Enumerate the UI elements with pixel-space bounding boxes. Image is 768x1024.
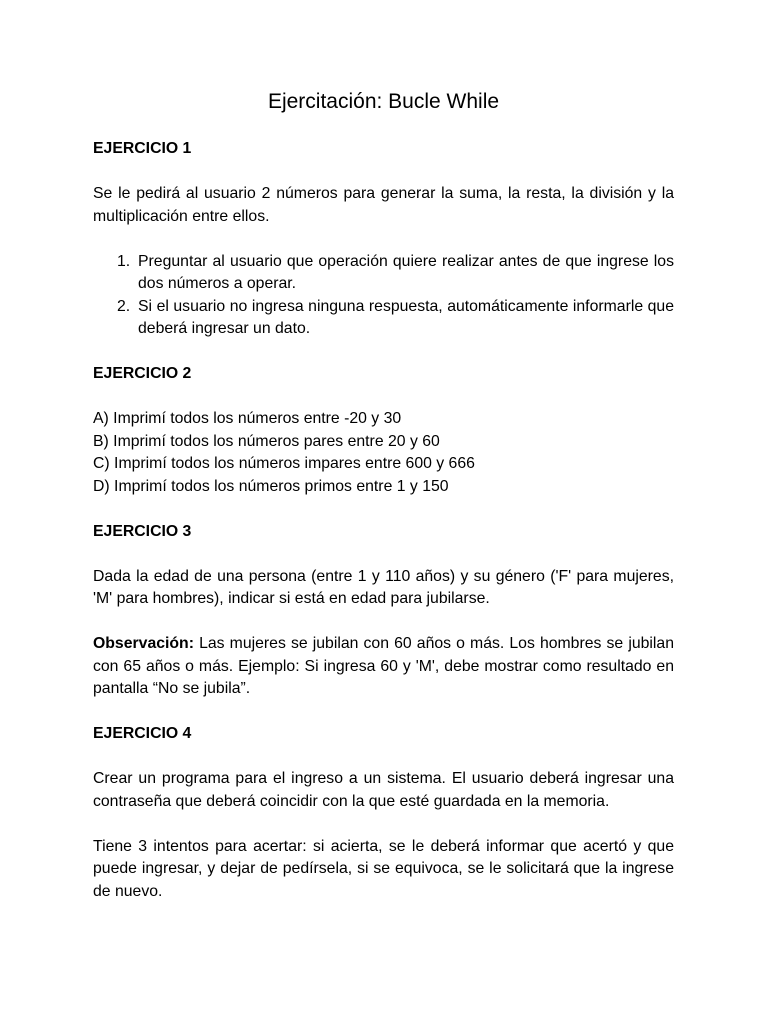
list-item-number: 1. (117, 252, 131, 270)
ejercicio-3-observation (93, 633, 674, 701)
list-item (93, 296, 674, 341)
ejercicio-2-list (93, 408, 674, 498)
list-item-text: Si el usuario no ingresa ninguna respuesta, automáticamente informarle que deberá ingresar un dato. (138, 297, 674, 337)
ejercicio-2-item-d: D) Imprimí todos los números primos entre 1 y 150 (93, 477, 449, 495)
ejercicio-2-heading: EJERCICIO 2 (93, 365, 192, 382)
ejercicio-3-intro: Dada la edad de una persona (entre 1 y 110 años) y su género ('F' para mujeres, 'M' para hombres), indicar si está en edad para jubilarse. (93, 567, 674, 607)
ejercicio-4-paragraph-1: Crear un programa para el ingreso a un sistema. El usuario deberá ingresar una contraseña que deberá coincidir con la que esté guardada en la memoria. (93, 770, 674, 810)
list-item (93, 251, 674, 296)
ejercicio-1-intro: Se le pedirá al usuario 2 números para generar la suma, la resta, la división y la multiplicación entre ellos. (93, 185, 674, 225)
ejercicio-2-item-a: A) Imprimí todos los números entre -20 y 30 (93, 410, 402, 427)
ejercicio-1-numbered-list (93, 251, 674, 341)
observation-text: Las mujeres se jubilan con 60 años o más. Los hombres se jubilan con 65 años o más. Ejemplo: Si ingresa 60 y 'M', debe mostrar como resultado en pantalla “No se jubila”. (93, 635, 674, 697)
ejercicio-3-heading: EJERCICIO 3 (93, 522, 192, 540)
ejercicio-2-item-b: B) Imprimí todos los números pares entre 20 y 60 (93, 432, 440, 450)
list-item-number: 2. (117, 297, 131, 315)
ejercicio-4-paragraph-2: Tiene 3 intentos para acertar: si acierta, se le deberá informar que acertó y que puede ingresar, y dejar de pedírsela, si se equivoca, se le solicitará que la ingrese de nuevo. (93, 837, 674, 900)
observation-label: Observación: (93, 635, 194, 652)
ejercicio-2-item-c: C) Imprimí todos los números impares entre 600 y 666 (93, 455, 475, 472)
ejercicio-4-heading: EJERCICIO 4 (93, 725, 192, 742)
list-item-text: Preguntar al usuario que operación quiere realizar antes de que ingrese los dos números a operar. (138, 252, 674, 292)
document-title: Ejercitación: Bucle While (267, 90, 500, 113)
ejercicio-1-heading: EJERCICIO 1 (93, 140, 192, 157)
